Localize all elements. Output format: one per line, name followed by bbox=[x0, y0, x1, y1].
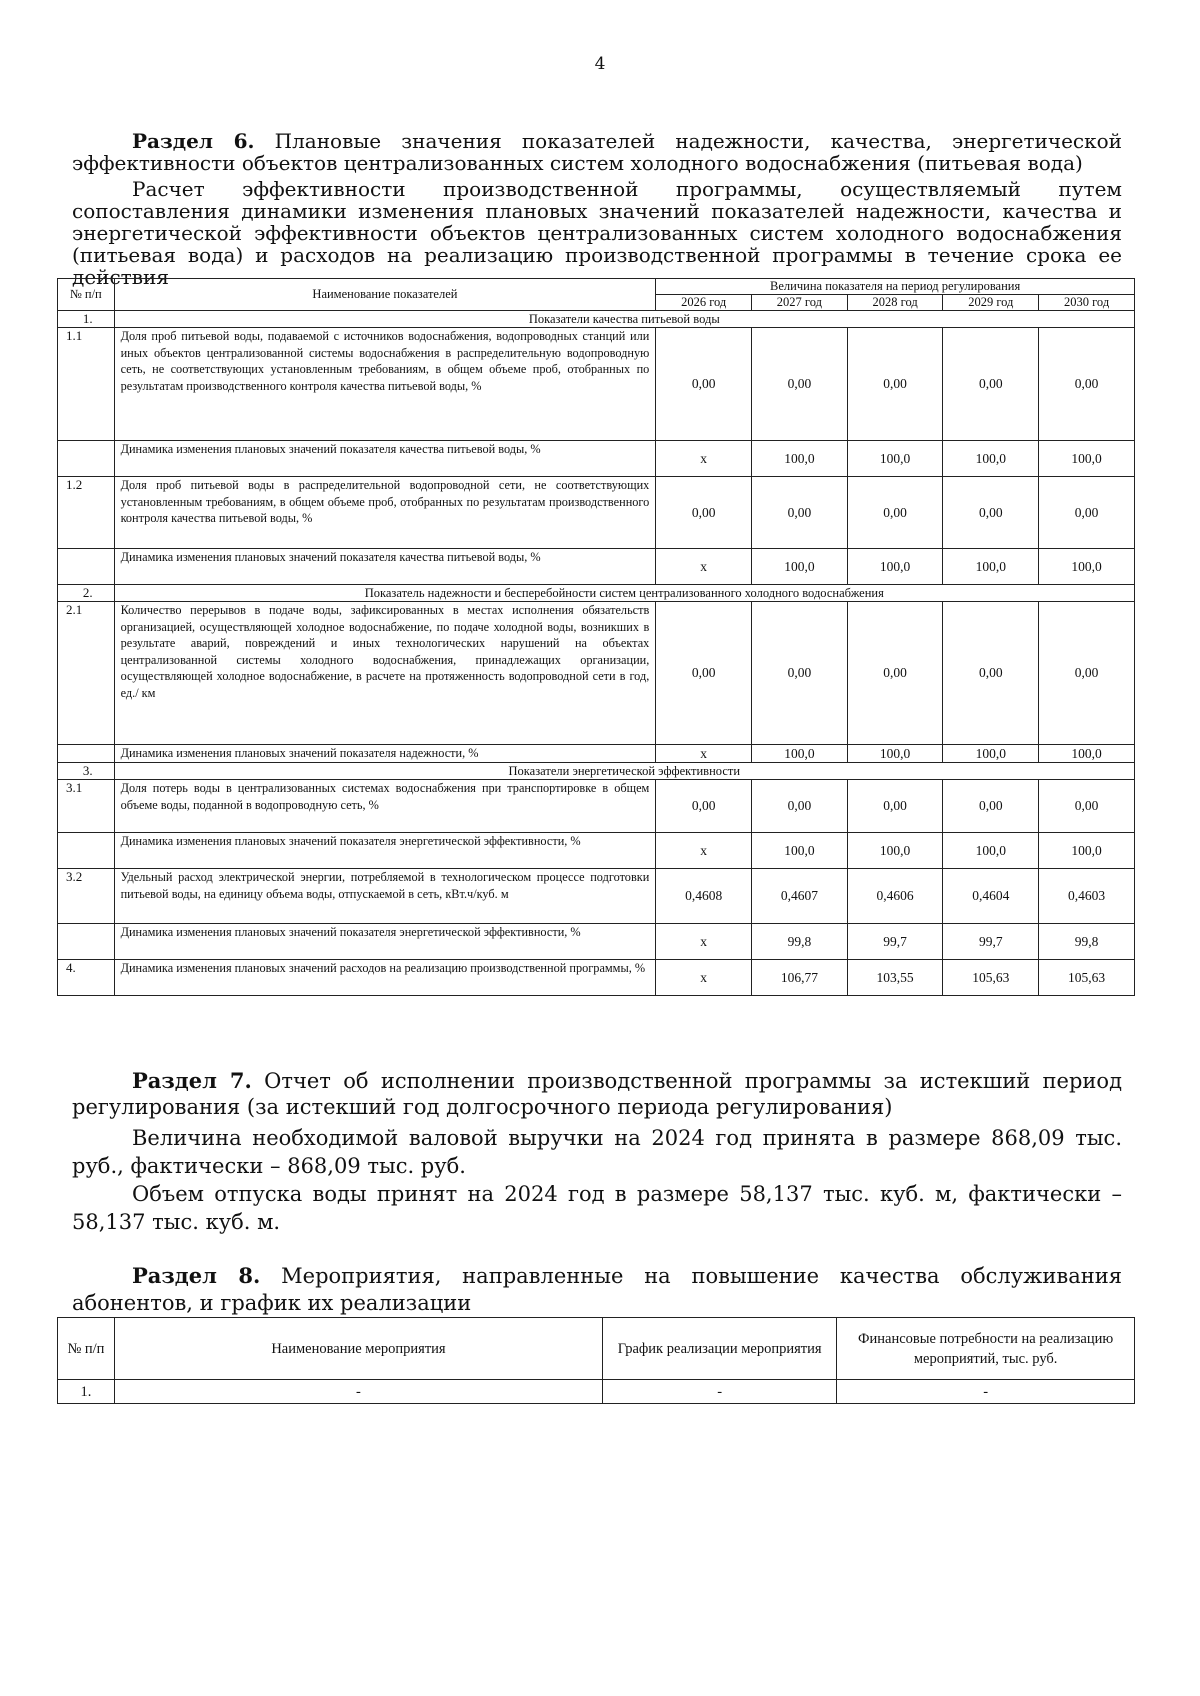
t8-header-finance: Финансовые потребности на реализацию мероприятий, тыс. руб. bbox=[837, 1318, 1135, 1380]
row-name: Динамика изменения плановых значений расходов на реализацию производственной программы, % bbox=[114, 960, 656, 996]
section8-heading bbox=[72, 1262, 1122, 1317]
table-row bbox=[58, 602, 1135, 745]
table-row bbox=[58, 924, 1135, 960]
row-value: 0,00 bbox=[847, 328, 943, 441]
table-row bbox=[58, 477, 1135, 549]
table-row bbox=[58, 869, 1135, 924]
header-year: 2028 год bbox=[847, 295, 943, 311]
row-value: 0,4603 bbox=[1039, 869, 1135, 924]
row-name: Доля проб питьевой воды в распределительной водопроводной сети, не соответствующих установленным требованиям, в общем объеме проб, отобранных по результатам производственного контроля качества питьевой воды, % bbox=[114, 477, 656, 549]
row-value: 0,4604 bbox=[943, 869, 1039, 924]
row-value: 0,00 bbox=[1039, 602, 1135, 745]
row-value: х bbox=[656, 549, 752, 585]
row-value: 99,8 bbox=[1039, 924, 1135, 960]
row-value: 0,4607 bbox=[752, 869, 848, 924]
row-num bbox=[58, 441, 115, 477]
row-num: 3.1 bbox=[58, 780, 115, 833]
row-value: 100,0 bbox=[752, 549, 848, 585]
group-title: Показатели качества питьевой воды bbox=[114, 311, 1134, 328]
row-value: 0,00 bbox=[847, 602, 943, 745]
row-num: 1.2 bbox=[58, 477, 115, 549]
row-value: х bbox=[656, 924, 752, 960]
row-name: Динамика изменения плановых значений показателя качества питьевой воды, % bbox=[114, 441, 656, 477]
row-value: 100,0 bbox=[847, 549, 943, 585]
page-number: 4 bbox=[594, 54, 606, 74]
row-value: 0,00 bbox=[752, 780, 848, 833]
row-value: 0,00 bbox=[943, 328, 1039, 441]
group-num: 1. bbox=[58, 311, 115, 328]
row-name: Количество перерывов в подаче воды, зафиксированных в местах исполнения обязательств организацией, осуществляющей холодное водоснабжение, по подаче холодной воды, возникших в результате аварий, повреждений и иных технологических нарушений на объектах централизованной системы холодного водоснабжения, принадлежащих организации, осуществляющей холодное водоснабжение, в расчете на протяженность водопроводной сети в год, ед./ км bbox=[114, 602, 656, 745]
table-row bbox=[58, 745, 1135, 763]
row-name: Динамика изменения плановых значений показателя энергетической эффективности, % bbox=[114, 924, 656, 960]
group-title: Показатель надежности и бесперебойности систем централизованного холодного водоснабжения bbox=[114, 585, 1134, 602]
measures-table bbox=[57, 1317, 1135, 1404]
row-value: 100,0 bbox=[1039, 833, 1135, 869]
measure-num: 1. bbox=[58, 1380, 115, 1404]
header-year: 2026 год bbox=[656, 295, 752, 311]
row-name: Динамика изменения плановых значений показателя качества питьевой воды, % bbox=[114, 549, 656, 585]
row-value: 103,55 bbox=[847, 960, 943, 996]
row-value: 100,0 bbox=[943, 745, 1039, 763]
row-value: х bbox=[656, 745, 752, 763]
row-value: х bbox=[656, 833, 752, 869]
row-value: 0,00 bbox=[752, 602, 848, 745]
table-row bbox=[58, 549, 1135, 585]
row-num: 2.1 bbox=[58, 602, 115, 745]
t8-header-name: Наименование мероприятия bbox=[114, 1318, 602, 1380]
row-value: 0,00 bbox=[943, 602, 1039, 745]
row-value: 0,00 bbox=[943, 477, 1039, 549]
group-title: Показатели энергетической эффективности bbox=[114, 763, 1134, 780]
row-num: 3.2 bbox=[58, 869, 115, 924]
group-row bbox=[58, 585, 1135, 602]
group-num: 3. bbox=[58, 763, 115, 780]
row-value: 0,00 bbox=[752, 328, 848, 441]
section7-title: Отчет об исполнении производственной программы за истекший период регулирования (за истекший год долгосрочного периода регулирования) bbox=[72, 1069, 1122, 1119]
measure-name: - bbox=[114, 1380, 602, 1404]
row-name: Доля проб питьевой воды, подаваемой с источников водоснабжения, водопроводных станций или иных объектов централизованной системы водоснабжения в распределительную водопроводную сеть, не соответствующих установленным требованиям, в общем объеме проб, отобранных по результатам производственного контроля качества питьевой воды, % bbox=[114, 328, 656, 441]
row-value: 99,7 bbox=[943, 924, 1039, 960]
section7-volume: Объем отпуска воды принят на 2024 год в размере 58,137 тыс. куб. м, фактически – 58,137 тыс. куб. м. bbox=[72, 1182, 1122, 1234]
group-row bbox=[58, 311, 1135, 328]
row-value: 0,00 bbox=[656, 477, 752, 549]
row-value: 106,77 bbox=[752, 960, 848, 996]
group-num: 2. bbox=[58, 585, 115, 602]
row-value: 99,7 bbox=[847, 924, 943, 960]
row-value: 100,0 bbox=[1039, 745, 1135, 763]
row-num bbox=[58, 924, 115, 960]
group-row bbox=[58, 763, 1135, 780]
indicators-table bbox=[57, 278, 1135, 996]
row-value: 0,00 bbox=[752, 477, 848, 549]
row-value: 0,00 bbox=[1039, 328, 1135, 441]
row-value: 100,0 bbox=[943, 441, 1039, 477]
row-value: 100,0 bbox=[847, 745, 943, 763]
header-year: 2027 год bbox=[752, 295, 848, 311]
header-year: 2030 год bbox=[1039, 295, 1135, 311]
row-name: Доля потерь воды в централизованных системах водоснабжения при транспортировке в общем объеме воды, поданной в водопроводную сеть, % bbox=[114, 780, 656, 833]
row-value: х bbox=[656, 960, 752, 996]
measure-schedule: - bbox=[603, 1380, 837, 1404]
row-value: 105,63 bbox=[1039, 960, 1135, 996]
table-row bbox=[58, 441, 1135, 477]
row-value: 100,0 bbox=[847, 833, 943, 869]
row-value: 0,00 bbox=[1039, 780, 1135, 833]
section6-title: Плановые значения показателей надежности, качества, энергетической эффективности объектов централизованных систем холодного водоснабжения (питьевая вода) bbox=[72, 129, 1123, 175]
t8-header-num: № п/п bbox=[58, 1318, 115, 1380]
row-value: 100,0 bbox=[943, 833, 1039, 869]
section8-title: Мероприятия, направленные на повышение качества обслуживания абонентов, и график их реализации bbox=[72, 1264, 1122, 1315]
row-value: 0,00 bbox=[943, 780, 1039, 833]
row-name: Удельный расход электрической энергии, потребляемой в технологическом процессе подготовки питьевой воды, на единицу объема воды, отпускаемой в сеть, кВт.ч/куб. м bbox=[114, 869, 656, 924]
row-value: 0,00 bbox=[847, 780, 943, 833]
table-row bbox=[58, 780, 1135, 833]
header-year: 2029 год bbox=[943, 295, 1039, 311]
row-num bbox=[58, 745, 115, 763]
table-row bbox=[58, 960, 1135, 996]
t8-header-schedule: График реализации мероприятия bbox=[603, 1318, 837, 1380]
row-value: 99,8 bbox=[752, 924, 848, 960]
section7-heading bbox=[72, 1068, 1122, 1120]
row-value: 100,0 bbox=[1039, 441, 1135, 477]
row-num bbox=[58, 833, 115, 869]
row-value: 100,0 bbox=[752, 441, 848, 477]
row-value: 0,00 bbox=[656, 780, 752, 833]
header-period: Величина показателя на период регулирования bbox=[656, 279, 1135, 295]
row-name: Динамика изменения плановых значений показателя энергетической эффективности, % bbox=[114, 833, 656, 869]
row-value: 0,4608 bbox=[656, 869, 752, 924]
row-value: 100,0 bbox=[752, 745, 848, 763]
section6-label: Раздел 6. bbox=[132, 129, 255, 153]
row-value: 100,0 bbox=[847, 441, 943, 477]
row-value: 100,0 bbox=[752, 833, 848, 869]
row-value: 0,00 bbox=[656, 602, 752, 745]
row-num: 1.1 bbox=[58, 328, 115, 441]
row-num bbox=[58, 549, 115, 585]
row-value: 0,00 bbox=[656, 328, 752, 441]
table-row bbox=[58, 833, 1135, 869]
row-value: 100,0 bbox=[1039, 549, 1135, 585]
table-row bbox=[58, 1380, 1135, 1404]
row-value: 0,00 bbox=[1039, 477, 1135, 549]
section8-label: Раздел 8. bbox=[132, 1263, 261, 1288]
header-num: № п/п bbox=[58, 279, 115, 311]
row-value: 105,63 bbox=[943, 960, 1039, 996]
row-value: х bbox=[656, 441, 752, 477]
measure-finance: - bbox=[837, 1380, 1135, 1404]
row-value: 100,0 bbox=[943, 549, 1039, 585]
row-value: 0,4606 bbox=[847, 869, 943, 924]
section6-heading bbox=[72, 130, 1122, 174]
section6-intro: Расчет эффективности производственной программы, осуществляемый путем сопоставления динамики изменения плановых значений показателей надежности, качества и энергетической эффективности объектов централизованных систем холодного водоснабжения (питьевая вода) и расходов на реализацию производственной программы в течение срока ее действия bbox=[72, 177, 1122, 289]
section7-revenue: Величина необходимой валовой выручки на 2024 год принята в размере 868,09 тыс. руб., фактически – 868,09 тыс. руб. bbox=[72, 1126, 1122, 1178]
table-row bbox=[58, 328, 1135, 441]
row-num: 4. bbox=[58, 960, 115, 996]
header-name: Наименование показателей bbox=[114, 279, 656, 311]
row-value: 0,00 bbox=[847, 477, 943, 549]
row-name: Динамика изменения плановых значений показателя надежности, % bbox=[114, 745, 656, 763]
section7-label: Раздел 7. bbox=[132, 1068, 252, 1093]
